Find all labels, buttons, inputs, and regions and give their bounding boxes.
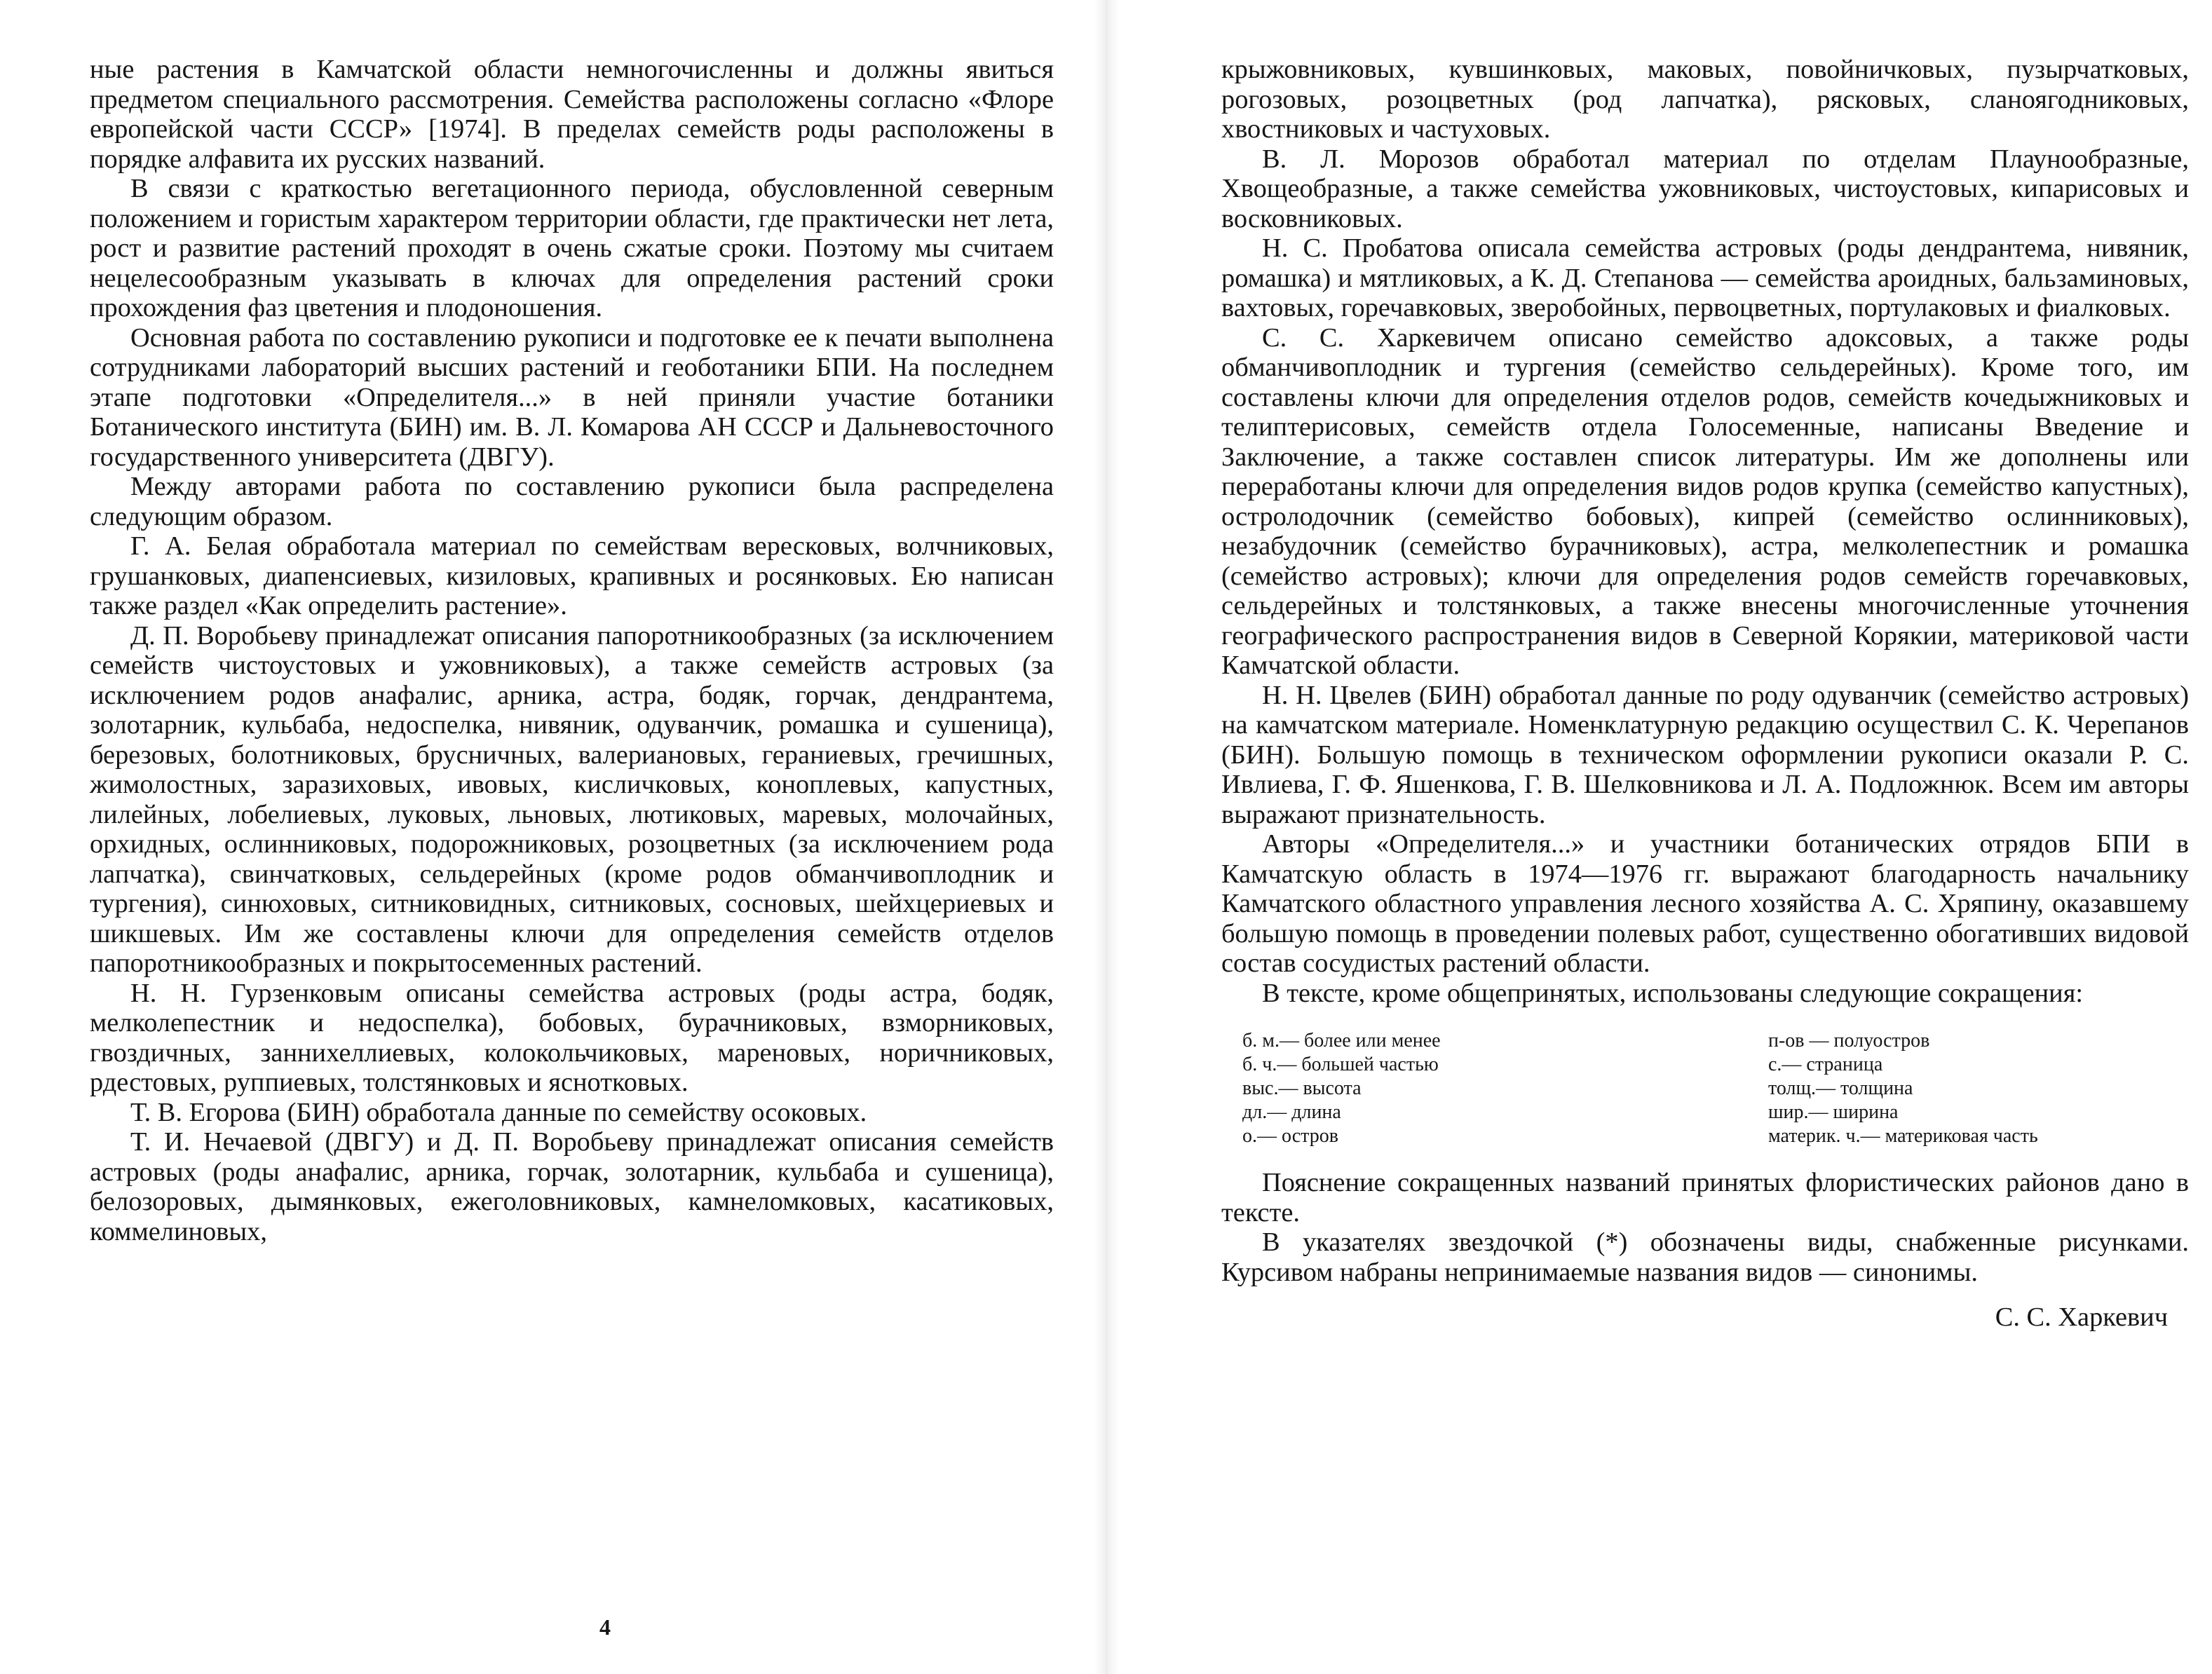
abbreviation-item: дл.— длина [1242,1101,1341,1123]
abbreviation-item: с.— страница [1768,1054,1883,1075]
paragraph-nechaeva: Т. И. Нечаевой (ДВГУ) и Д. П. Воробьеву принадлежат описания семейств астровых (роды анафалис, арника, горчак, золотарник, кульбаба и сушеница), белозоровых, дымянковых, ежеголовниковых, камнеломковых, касатиковых, коммелиновых, [90,1127,1054,1246]
abbreviation-column-right [1768,1029,2189,1148]
paragraph-acknowledgements: Авторы «Определителя...» и участники ботанических отрядов БПИ в Камчатскую область в 1974—1976 гг. выражают благодарность начальнику Камчатского областного управления лесного хозяйства А. С. Хряпину, оказавшему большую помощь в проведении полевых работ, существенно обогативших видовой состав сосудистых растений области. [1221,829,2189,978]
abbreviation-item: о.— остров [1242,1125,1338,1147]
page-number: 4 [599,1614,611,1640]
paragraph-probatova: Н. С. Пробатова описала семейства астровых (роды дендрантема, нивяник, ромашка) и мятликовых, а К. Д. Степанова — семейства ароидных, бальзаминовых, вахтовых, горечавковых, зверобойных, первоцветных, портулаковых и фиалковых. [1221,233,2189,322]
paragraph-vegetation-period: В связи с краткостью вегетационного периода, обусловленной северным положением и гористым характером территории области, где практически нет лета, рост и развитие растений проходят в очень сжатые сроки. Поэтому мы считаем нецелесообразным указывать в ключах для определения растений сроки прохождения фаз цветения и плодоношения. [90,174,1054,322]
paragraph-vorobyev: Д. П. Воробьеву принадлежат описания папоротникообразных (за исключением семейств чистоустовых и ужовниковых), а также семейств астровых (за исключением родов анафалис, арника, астра, бодяк, горчак, дендрантема, золотарник, кульбаба, недоспелка, нивяник, одуванчик, ромашка и сушеница), березовых, болотниковых, брусничных, валериановых, гераниевых, гречишных, жимолостных, заразиховых, ивовых, кисличковых, коноплевых, капустных, лилейных, лобелиевых, луковых, льновых, лютиковых, маревых, молочайных, орхидных, ослинниковых, подорожниковых, розоцветных (за исключением рода лапчатка), свинчатковых, сельдерейных (кроме родов обманчивоплодник и тургения), синюховых, ситниковидных, ситниковых, сосновых, шейхцериевых и шикшевых. Им же составлены ключи для определения семейств отделов папоротникообразных и покрытосеменных растений. [90,620,1054,978]
right-page [1106,0,2212,1674]
paragraph-egorova: Т. В. Егорова (БИН) обработала данные по семейству осоковых. [130,1097,867,1127]
abbreviation-list [1242,1029,2189,1148]
paragraph-distribution: Между авторами работа по составлению рукописи была распределена следующим образом. [90,472,1054,531]
abbreviation-item: п-ов — полуостров [1768,1030,1930,1052]
paragraph-index-note: В указателях звездочкой (*) обозначены виды, снабженные рисунками. Курсивом набраны непринимаемые названия видов — синонимы. [1221,1227,2189,1287]
paragraph-abbreviations-intro: В тексте, кроме общепринятых, использованы следующие сокращения: [1262,978,2084,1008]
abbreviation-item: б. м.— более или менее [1242,1030,1441,1052]
abbreviation-item: материк. ч.— материковая часть [1768,1125,2038,1147]
paragraph-regions-note: Пояснение сокращенных названий принятых флористических районов дано в тексте. [1221,1168,2189,1227]
paragraph-tsvelev: Н. Н. Цвелев (БИН) обработал данные по роду одуванчик (семейство астровых) на камчатском материале. Номенклатурную редакцию осуществил С. К. Черепанов (БИН). Большую помощь в техническом оформлении рукописи оказали Р. С. Ивлиева, Г. Ф. Яшенкова, Г. В. Шелковникова и Л. А. Подложнюк. Всем им авторы выражают признательность. [1221,680,2189,829]
paragraph-gurzenkov: Н. Н. Гурзенковым описаны семейства астровых (роды астра, бодяк, мелколепестник и недоспелка), бобовых, бурачниковых, взморниковых, гвоздичных, заннихеллиевых, колокольчиковых, мареновых, норичниковых, рдестовых, руппиевых, толстянковых и яснотковых. [90,978,1054,1097]
paragraph-belaya: Г. А. Белая обработала материал по семействам вересковых, волчниковых, грушанковых, диапенсиевых, кизиловых, крапивных и росянковых. Ею написан также раздел «Как определить растение». [90,531,1054,620]
paragraph-morozov: В. Л. Морозов обработал материал по отделам Плаунообразные, Хвощеобразные, а также семейства ужовниковых, чистоустовых, кипарисовых и восковниковых. [1221,144,2189,233]
paragraph-kharkevich: С. С. Харкевичем описано семейство адоксовых, а также роды обманчивоплодник и тургения (семейство сельдерейных). Кроме того, им составлены ключи для определения отделов родов, семейств кочедыжниковых и телиптерисовых, семейств отдела Голосеменные, написаны Введение и Заключение, а также составлен список литературы. Им же дополнены или переработаны ключи для определения видов родов крупка (семейство капустных), остролодочник (семейство бобовых), кипрей (семейство ослинниковых), незабудочник (семейство бурачниковых), астра, мелколепестник и ромашка (семейство астровых); ключи для определения родов семейств горечавковых, сельдерейных и толстянковых, а также внесены многочисленные уточнения географического распространения видов в Северной Корякии, материковой части Камчатской области. [1221,322,2189,680]
paragraph-main-work: Основная работа по составлению рукописи и подготовке ее к печати выполнена сотрудниками лабораторий высших растений и геоботаники БПИ. На последнем этапе подготовки «Определителя...» в ней приняли участие ботаники Ботанического института (БИН) им. В. Л. Комарова АН СССР и Дальневосточного государственного университета (ДВГУ). [90,322,1054,472]
abbreviation-item: шир.— ширина [1768,1101,1899,1123]
author-signature: С. С. Харкевич [1995,1302,2168,1332]
abbreviation-item: выс.— высота [1242,1077,1362,1099]
right-text-column [1221,55,2189,1333]
abbreviation-item: б. ч.— большей частью [1242,1054,1439,1075]
left-text-column [90,55,1054,1246]
abbreviation-column-left [1242,1029,1441,1148]
abbreviation-item: толщ.— толщина [1768,1077,1913,1099]
paragraph-continuation-right: крыжовниковых, кувшинковых, маковых, повойничковых, пузырчатковых, рогозовых, розоцветных (род лапчатка), рясковых, сланоягодниковых, хвостниковых и частуховых. [1221,55,2189,144]
paragraph-continuation: ные растения в Камчатской области немногочисленны и должны явиться предметом специального рассмотрения. Семейства расположены согласно «Флоре европейской части СССР» [1974]. В пределах семейств роды расположены в порядке алфавита их русских названий. [90,55,1054,174]
